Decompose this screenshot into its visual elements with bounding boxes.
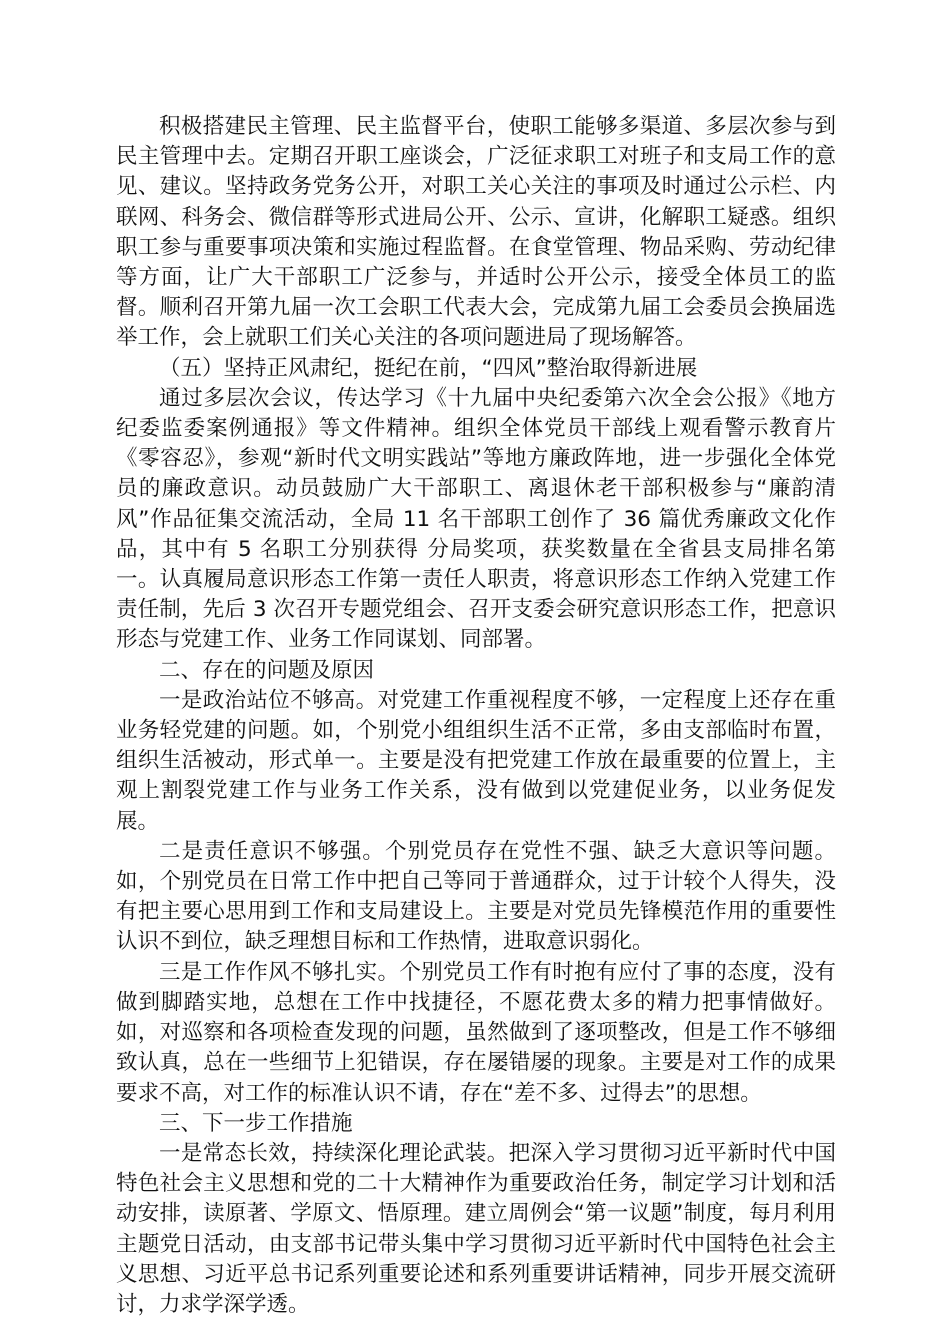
paragraph-democratic-management: 积极搭建民主管理、民主监督平台，使职工能够多渠道、多层次参与到民主管理中去。定期召开职工座谈会，广泛征求职工对班子和支局工作的意见、建议。坚持政务党务公开，对职工关心关注的事项及时通过公示栏、内联网、科务会、微信群等形式进局公开、公示、宣讲，化解职工疑惑。组织职工参与重要事项决策和实施过程监督。在食堂管理、物品采购、劳动纪律等方面，让广大干部职工广泛参与，并适时公开公示，接受全体员工的监督。顺利召开第九届一次工会职工代表大会，完成第九届工会委员会换届选举工作，会上就职工们关心关注的各项问题进局了现场解答。 — [116, 114, 836, 351]
document-body — [116, 112, 836, 1320]
paragraph-problem-political-stance: 一是政治站位不够高。对党建工作重视程度不够，一定程度上还存在重业务轻党建的问题。如，个别党小组组织生活不正常，多由支部临时布置，组织生活被动，形式单一。主要是没有把党建工作放在最重要的位置上，主观上割裂党建工作与业务工作关系，没有做到以党建促业务，以业务促发展。 — [116, 687, 836, 834]
section-heading-problems: 二、存在的问题及原因 — [159, 657, 375, 683]
paragraph-problem-work-style: 三是工作作风不够扎实。个别党员工作有时抱有应付了事的态度，没有做到脚踏实地，总想在工作中找捷径，不愿花费太多的精力把事情做好。如，对巡察和各项检查发现的问题，虽然做到了逐项整改，但是工作不够细致认真，总在一些细节上犯错误，存在屡错屡的现象。主要是对工作的成果要求不高，对工作的标准认识不请，存在“差不多、过得去”的思想。 — [116, 959, 836, 1106]
section-heading-next-steps: 三、下一步工作措施 — [159, 1110, 353, 1136]
paragraph-integrity-education: 通过多层次会议，传达学习《十九届中央纪委第六次全会公报》《地方纪委监委案例通报》等文件精神。组织全体党员干部线上观看警示教育片《零容忍》，参观“新时代文明实践站”等地方廉政阵地，进一步强化全体党员的廉政意识。动员鼓励广大干部职工、离退休老干部积极参与“廉韵清风”作品征集交流活动，全局 11 名干部职工创作了 36 篇优秀廉政文化作品，其中有 5 名职工分别获得 分局奖项，获奖数量在全省县支局排名第一。认真履局意识形态工作第一责任人职责，将意识形态工作纳入党建工作责任制，先后 3 次召开专题党组会、召开支委会研究意识形态工作，把意识形态与党建工作、业务工作同谋划、同部署。 — [116, 385, 836, 653]
paragraph-problem-responsibility: 二是责任意识不够强。个别党员存在党性不强、缺乏大意识等问题。如，个别党员在日常工作中把自己等同于普通群众，过于计较个人得失，没有把主要心思用到工作和支局建设上。主要是对党员先锋模范作用的重要性认识不到位，缺乏理想目标和工作热情，进取意识弱化。 — [116, 838, 836, 955]
paragraph-next-step-theory: 一是常态长效，持续深化理论武装。把深入学习贯彻习近平新时代中国特色社会主义思想和党的二十大精神作为重要政治任务，制定学习计划和活动安排，读原著、学原文、悟原理。建立周例会“第一议题”制度，每月利用主题党日活动，由支部书记带头集中学习贯彻习近平新时代中国特色社会主义思想、习近平总书记系列重要论述和系列重要讲话精神，同步开展交流研讨，力求学深学透。 — [116, 1140, 836, 1317]
section-heading-five: （五）坚持正风肃纪，挺纪在前，“四风”整治取得新进展 — [159, 355, 698, 381]
